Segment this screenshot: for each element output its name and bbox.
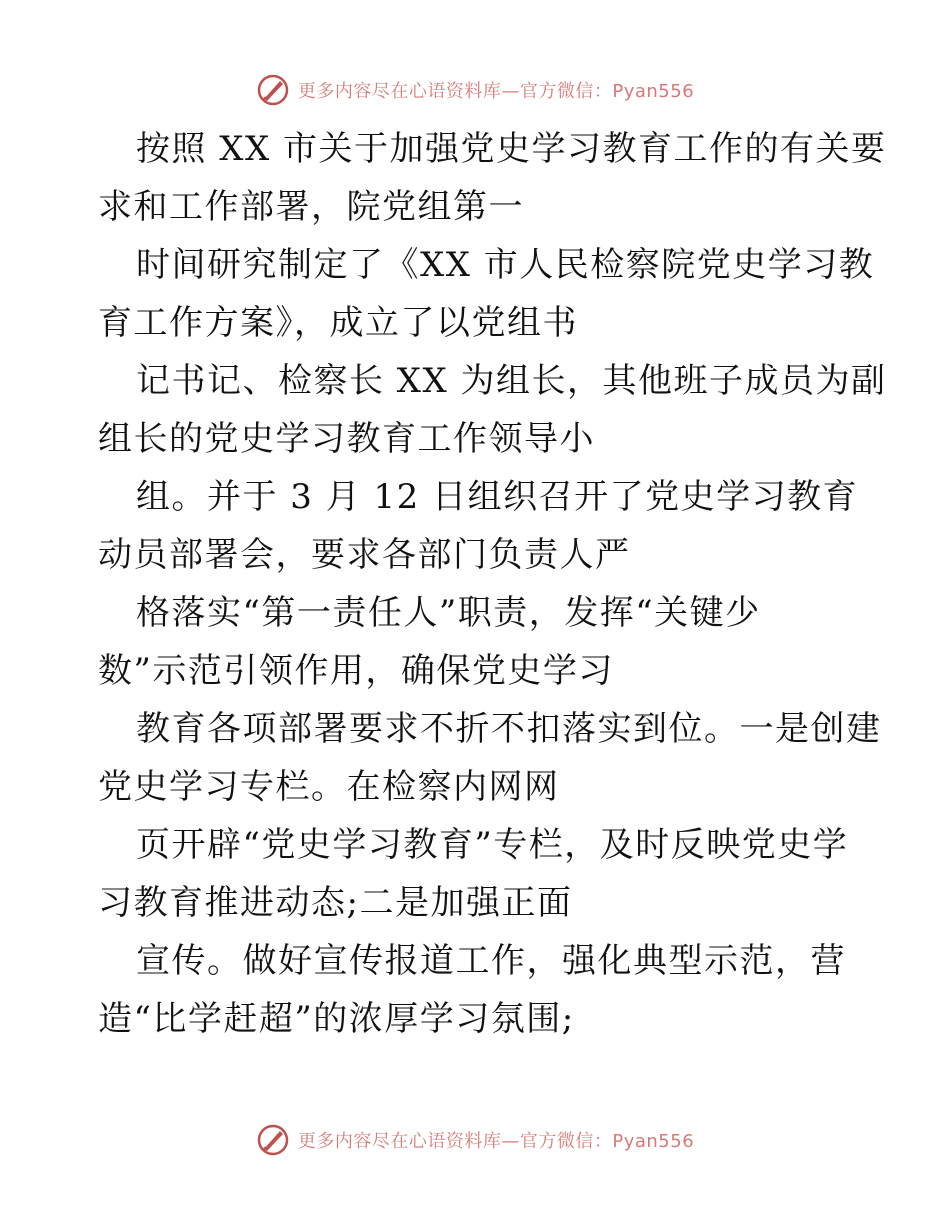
paragraph-8-line-2: 造“比学赶超”的浓厚学习氛围;	[98, 999, 575, 1039]
paragraph-3-line-1: 记书记、检察长 XX 为组长，其他班子成员为副	[136, 361, 887, 401]
paragraph-8-line-1: 宣传。做好宣传报道工作，强化典型示范，营	[136, 941, 846, 981]
paragraph-3-line-2: 组长的党史学习教育工作领导小	[98, 419, 595, 459]
paragraph-6-line-2: 党史学习专栏。在检察内网网	[98, 767, 560, 807]
paragraph-2-line-1: 时间研究制定了《XX 市人民检察院党史学习教	[136, 245, 875, 285]
watermark-text: 更多内容尽在心语资料库—官方微信：Pyan556	[297, 81, 695, 102]
header-watermark	[0, 70, 950, 110]
paragraph-5-line-1: 格落实“第一责任人”职责，发挥“关键少	[136, 593, 761, 633]
paragraph-4-line-1: 组。并于 3 月 12 日组织召开了党史学习教育	[136, 477, 859, 517]
paragraph-7-line-2: 习教育推进动态;二是加强正面	[98, 883, 573, 923]
paragraph-6-line-1: 教育各项部署要求不折不扣落实到位。一是创建	[136, 709, 882, 749]
quill-logo-icon	[256, 73, 290, 107]
paragraph-4-line-2: 动员部署会，要求各部门负责人严	[98, 535, 631, 575]
footer-watermark	[0, 1120, 950, 1160]
watermark-text: 更多内容尽在心语资料库—官方微信：Pyan556	[297, 1131, 695, 1152]
paragraph-1-line-2: 求和工作部署，院党组第一	[98, 187, 524, 227]
quill-logo-icon	[256, 1123, 290, 1157]
paragraph-7-line-1: 页开辟“党史学习教育”专栏，及时反映党史学	[136, 825, 849, 865]
paragraph-2-line-2: 育工作方案》，成立了以党组书	[98, 303, 578, 343]
paragraph-5-line-2: 数”示范引领作用，确保党史学习	[98, 651, 614, 691]
paragraph-1-line-1: 按照 XX 市关于加强党史学习教育工作的有关要	[136, 129, 887, 169]
